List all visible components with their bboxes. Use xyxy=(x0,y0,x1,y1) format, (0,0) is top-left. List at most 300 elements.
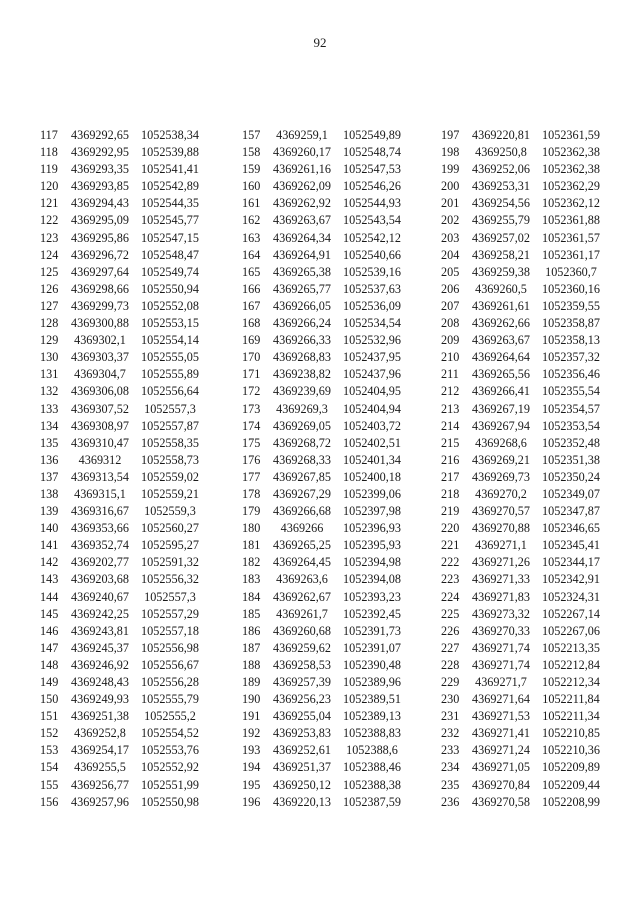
coordinate-row xyxy=(40,674,206,691)
point-number: 230 xyxy=(441,692,460,707)
y-coordinate: 1052351,38 xyxy=(542,452,600,467)
x-coordinate: 4369265,38 xyxy=(273,264,331,279)
point-number: 203 xyxy=(441,230,460,245)
y-coordinate: 1052550,94 xyxy=(141,281,199,296)
y-coordinate: 1052211,84 xyxy=(542,692,600,707)
y-coordinate: 1052557,29 xyxy=(141,606,199,621)
point-number: 121 xyxy=(40,196,59,211)
coordinate-row xyxy=(242,315,408,332)
x-coordinate: 4369268,33 xyxy=(273,452,331,467)
point-number: 125 xyxy=(40,264,59,279)
point-number: 228 xyxy=(441,657,460,672)
x-coordinate: 4369253,31 xyxy=(472,179,530,194)
coordinate-row xyxy=(242,298,408,315)
x-coordinate: 4369202,77 xyxy=(71,555,129,570)
coordinate-row xyxy=(242,418,408,435)
x-coordinate: 4369255,5 xyxy=(74,760,126,775)
y-coordinate: 1052555,89 xyxy=(141,367,199,382)
x-coordinate: 4369266,41 xyxy=(472,384,530,399)
x-coordinate: 4369306,08 xyxy=(71,384,129,399)
coordinate-row xyxy=(441,332,607,349)
x-coordinate: 4369265,25 xyxy=(273,538,331,553)
y-coordinate: 1052555,2 xyxy=(144,709,196,724)
coordinate-row xyxy=(40,195,206,212)
y-coordinate: 1052354,57 xyxy=(542,401,600,416)
point-number: 117 xyxy=(40,128,58,142)
point-number: 235 xyxy=(441,777,460,792)
coordinate-row xyxy=(40,691,206,708)
y-coordinate: 1052559,02 xyxy=(141,469,199,484)
y-coordinate: 1052554,14 xyxy=(141,333,199,348)
coordinate-row xyxy=(40,315,206,332)
y-coordinate: 1052358,13 xyxy=(542,333,600,348)
coordinate-row xyxy=(441,281,607,298)
point-number: 223 xyxy=(441,572,460,587)
y-coordinate: 1052549,74 xyxy=(141,264,199,279)
y-coordinate: 1052558,35 xyxy=(141,435,199,450)
x-coordinate: 4369264,45 xyxy=(273,555,331,570)
point-number: 160 xyxy=(242,179,261,194)
coordinate-row xyxy=(441,247,607,264)
x-coordinate: 4369262,09 xyxy=(273,179,331,194)
coordinate-row xyxy=(441,435,607,452)
coordinate-row xyxy=(441,230,607,247)
coordinate-row xyxy=(242,452,408,469)
y-coordinate: 1052210,36 xyxy=(542,743,600,758)
coordinate-row xyxy=(242,571,408,588)
y-coordinate: 1052553,15 xyxy=(141,316,199,331)
point-number: 207 xyxy=(441,298,460,313)
point-number: 157 xyxy=(242,128,261,142)
point-number: 146 xyxy=(40,623,59,638)
x-coordinate: 4369252,06 xyxy=(472,162,530,177)
x-coordinate: 4369269,3 xyxy=(276,401,328,416)
x-coordinate: 4369268,72 xyxy=(273,435,331,450)
point-number: 216 xyxy=(441,452,460,467)
y-coordinate: 1052361,88 xyxy=(542,213,600,228)
coordinate-row xyxy=(441,452,607,469)
y-coordinate: 1052347,87 xyxy=(542,504,600,519)
y-coordinate: 1052556,28 xyxy=(141,675,199,689)
coordinate-row xyxy=(40,452,206,469)
y-coordinate: 1052547,15 xyxy=(141,230,199,245)
x-coordinate: 4369353,66 xyxy=(71,521,129,536)
x-coordinate: 4369292,95 xyxy=(71,145,129,160)
point-number: 183 xyxy=(242,572,261,587)
coordinate-row xyxy=(242,794,408,811)
point-number: 196 xyxy=(242,794,261,809)
x-coordinate: 4369263,67 xyxy=(273,213,331,228)
x-coordinate: 4369240,67 xyxy=(71,589,129,604)
point-number: 161 xyxy=(242,196,261,211)
coordinate-row xyxy=(242,161,408,178)
x-coordinate: 4369266,24 xyxy=(273,316,331,331)
coordinate-row xyxy=(441,708,607,725)
coordinate-row xyxy=(242,589,408,606)
y-coordinate: 1052403,72 xyxy=(343,418,401,433)
point-number: 234 xyxy=(441,760,460,775)
point-number: 218 xyxy=(441,486,460,501)
coordinate-row xyxy=(441,554,607,571)
coordinate-row xyxy=(40,640,206,657)
x-coordinate: 4369249,93 xyxy=(71,692,129,707)
y-coordinate: 1052553,76 xyxy=(141,743,199,758)
y-coordinate: 1052595,27 xyxy=(141,538,199,553)
point-number: 150 xyxy=(40,692,59,707)
y-coordinate: 1052549,89 xyxy=(343,128,401,142)
x-coordinate: 4369257,96 xyxy=(71,794,129,809)
x-coordinate: 4369264,34 xyxy=(273,230,331,245)
x-coordinate: 4369246,92 xyxy=(71,657,129,672)
coordinate-row xyxy=(242,554,408,571)
y-coordinate: 1052556,98 xyxy=(141,640,199,655)
coordinate-row xyxy=(441,212,607,229)
x-coordinate: 4369300,88 xyxy=(71,316,129,331)
x-coordinate: 4369271,74 xyxy=(472,640,530,655)
x-coordinate: 4369259,1 xyxy=(276,128,328,142)
point-number: 212 xyxy=(441,384,460,399)
x-coordinate: 4369267,19 xyxy=(472,401,530,416)
x-coordinate: 4369308,97 xyxy=(71,418,129,433)
point-number: 177 xyxy=(242,469,261,484)
coordinate-row xyxy=(242,247,408,264)
x-coordinate: 4369295,09 xyxy=(71,213,129,228)
x-coordinate: 4369261,7 xyxy=(276,606,328,621)
coordinate-row xyxy=(441,349,607,366)
y-coordinate: 1052404,95 xyxy=(343,384,401,399)
y-coordinate: 1052548,74 xyxy=(343,145,401,160)
point-number: 129 xyxy=(40,333,59,348)
point-number: 202 xyxy=(441,213,460,228)
coordinate-row xyxy=(242,401,408,418)
y-coordinate: 1052556,64 xyxy=(141,384,199,399)
x-coordinate: 4369251,38 xyxy=(71,709,129,724)
coordinate-row xyxy=(242,127,408,144)
y-coordinate: 1052537,63 xyxy=(343,281,401,296)
x-coordinate: 4369268,6 xyxy=(475,435,527,450)
x-coordinate: 4369258,21 xyxy=(472,247,530,262)
coordinate-row xyxy=(242,503,408,520)
x-coordinate: 4369270,84 xyxy=(472,777,530,792)
y-coordinate: 1052555,79 xyxy=(141,692,199,707)
x-coordinate: 4369262,67 xyxy=(273,589,331,604)
coordinate-row xyxy=(40,503,206,520)
coordinate-row xyxy=(242,435,408,452)
x-coordinate: 4369257,02 xyxy=(472,230,530,245)
point-number: 172 xyxy=(242,384,261,399)
x-coordinate: 4369293,35 xyxy=(71,162,129,177)
x-coordinate: 4369270,88 xyxy=(472,521,530,536)
y-coordinate: 1052556,32 xyxy=(141,572,199,587)
x-coordinate: 4369292,65 xyxy=(71,128,129,142)
x-coordinate: 4369271,24 xyxy=(472,743,530,758)
coordinate-row xyxy=(242,230,408,247)
x-coordinate: 4369239,69 xyxy=(273,384,331,399)
y-coordinate: 1052394,98 xyxy=(343,555,401,570)
y-coordinate: 1052542,12 xyxy=(343,230,401,245)
x-coordinate: 4369250,8 xyxy=(475,145,527,160)
point-number: 220 xyxy=(441,521,460,536)
x-coordinate: 4369270,2 xyxy=(475,486,527,501)
x-coordinate: 4369265,56 xyxy=(472,367,530,382)
x-coordinate: 4369250,12 xyxy=(273,777,331,792)
x-coordinate: 4369261,16 xyxy=(273,162,331,177)
x-coordinate: 4369259,38 xyxy=(472,264,530,279)
coordinate-row xyxy=(242,606,408,623)
coordinate-row xyxy=(242,178,408,195)
y-coordinate: 1052542,89 xyxy=(141,179,199,194)
x-coordinate: 4369252,61 xyxy=(273,743,331,758)
point-number: 236 xyxy=(441,794,460,809)
x-coordinate: 4369262,92 xyxy=(273,196,331,211)
point-number: 213 xyxy=(441,401,460,416)
y-coordinate: 1052538,34 xyxy=(141,128,199,142)
coordinate-row xyxy=(441,537,607,554)
coordinate-row xyxy=(40,230,206,247)
coordinate-row xyxy=(40,520,206,537)
coordinate-row xyxy=(242,623,408,640)
coordinate-row xyxy=(441,640,607,657)
point-number: 214 xyxy=(441,418,460,433)
coordinate-row xyxy=(242,144,408,161)
y-coordinate: 1052388,6 xyxy=(346,743,398,758)
x-coordinate: 4369297,64 xyxy=(71,264,129,279)
coordinate-row xyxy=(441,589,607,606)
x-coordinate: 4369268,83 xyxy=(273,350,331,365)
coordinate-row xyxy=(40,571,206,588)
coordinate-row xyxy=(242,708,408,725)
y-coordinate: 1052394,08 xyxy=(343,572,401,587)
y-coordinate: 1052544,35 xyxy=(141,196,199,211)
point-number: 169 xyxy=(242,333,261,348)
point-number: 151 xyxy=(40,709,59,724)
point-number: 138 xyxy=(40,486,59,501)
point-number: 200 xyxy=(441,179,460,194)
y-coordinate: 1052558,73 xyxy=(141,452,199,467)
coordinate-row xyxy=(441,503,607,520)
x-coordinate: 4369294,43 xyxy=(71,196,129,211)
x-coordinate: 4369298,66 xyxy=(71,281,129,296)
x-coordinate: 4369313,54 xyxy=(71,469,129,484)
y-coordinate: 1052536,09 xyxy=(343,298,401,313)
y-coordinate: 1052393,23 xyxy=(343,589,401,604)
point-number: 176 xyxy=(242,452,261,467)
y-coordinate: 1052552,92 xyxy=(141,760,199,775)
point-number: 182 xyxy=(242,555,261,570)
point-number: 158 xyxy=(242,145,261,160)
coordinate-row xyxy=(441,383,607,400)
coordinate-row xyxy=(40,742,206,759)
y-coordinate: 1052543,54 xyxy=(343,213,401,228)
y-coordinate: 1052346,65 xyxy=(542,521,600,536)
y-coordinate: 1052387,59 xyxy=(343,794,401,809)
coordinate-row xyxy=(242,195,408,212)
point-number: 179 xyxy=(242,504,261,519)
coordinate-row xyxy=(40,435,206,452)
point-number: 119 xyxy=(40,162,58,177)
y-coordinate: 1052551,99 xyxy=(141,777,199,792)
y-coordinate: 1052541,41 xyxy=(141,162,199,177)
coordinate-row xyxy=(441,127,607,144)
point-number: 189 xyxy=(242,675,261,689)
coordinate-row xyxy=(40,264,206,281)
coordinate-row xyxy=(40,127,206,144)
x-coordinate: 4369262,66 xyxy=(472,316,530,331)
point-number: 198 xyxy=(441,145,460,160)
coordinate-row xyxy=(242,349,408,366)
point-number: 187 xyxy=(242,640,261,655)
y-coordinate: 1052389,51 xyxy=(343,692,401,707)
coordinate-row xyxy=(40,418,206,435)
coordinate-row xyxy=(242,469,408,486)
x-coordinate: 4369295,86 xyxy=(71,230,129,245)
x-coordinate: 4369263,6 xyxy=(276,572,328,587)
point-number: 231 xyxy=(441,709,460,724)
coordinate-row xyxy=(441,161,607,178)
x-coordinate: 4369293,85 xyxy=(71,179,129,194)
y-coordinate: 1052540,66 xyxy=(343,247,401,262)
x-coordinate: 4369260,68 xyxy=(273,623,331,638)
y-coordinate: 1052401,34 xyxy=(343,452,401,467)
x-coordinate: 4369302,1 xyxy=(74,333,126,348)
coordinate-row xyxy=(40,401,206,418)
coordinate-row xyxy=(441,178,607,195)
point-number: 159 xyxy=(242,162,261,177)
x-coordinate: 4369271,64 xyxy=(472,692,530,707)
x-coordinate: 4369264,64 xyxy=(472,350,530,365)
y-coordinate: 1052545,77 xyxy=(141,213,199,228)
x-coordinate: 4369269,05 xyxy=(273,418,331,433)
x-coordinate: 4369252,8 xyxy=(74,726,126,741)
coordinate-row xyxy=(242,537,408,554)
point-number: 145 xyxy=(40,606,59,621)
point-number: 201 xyxy=(441,196,460,211)
y-coordinate: 1052554,52 xyxy=(141,726,199,741)
coordinate-row xyxy=(40,349,206,366)
y-coordinate: 1052532,96 xyxy=(343,333,401,348)
y-coordinate: 1052539,16 xyxy=(343,264,401,279)
coordinate-row xyxy=(242,366,408,383)
x-coordinate: 4369271,53 xyxy=(472,709,530,724)
y-coordinate: 1052267,14 xyxy=(542,606,600,621)
y-coordinate: 1052356,46 xyxy=(542,367,600,382)
y-coordinate: 1052362,38 xyxy=(542,162,600,177)
point-number: 215 xyxy=(441,435,460,450)
x-coordinate: 4369271,26 xyxy=(472,555,530,570)
x-coordinate: 4369271,83 xyxy=(472,589,530,604)
point-number: 192 xyxy=(242,726,261,741)
x-coordinate: 4369258,53 xyxy=(273,657,331,672)
coordinate-row xyxy=(242,281,408,298)
point-number: 168 xyxy=(242,316,261,331)
coordinate-row xyxy=(40,657,206,674)
x-coordinate: 4369304,7 xyxy=(74,367,126,382)
x-coordinate: 4369269,21 xyxy=(472,452,530,467)
x-coordinate: 4369270,33 xyxy=(472,623,530,638)
point-number: 191 xyxy=(242,709,261,724)
coordinate-row xyxy=(40,281,206,298)
x-coordinate: 4369303,37 xyxy=(71,350,129,365)
coordinate-row xyxy=(40,383,206,400)
y-coordinate: 1052362,12 xyxy=(542,196,600,211)
y-coordinate: 1052552,08 xyxy=(141,298,199,313)
point-number: 131 xyxy=(40,367,59,382)
x-coordinate: 4369267,85 xyxy=(273,469,331,484)
point-number: 137 xyxy=(40,469,59,484)
x-coordinate: 4369256,77 xyxy=(71,777,129,792)
x-coordinate: 4369271,1 xyxy=(475,538,527,553)
point-number: 128 xyxy=(40,316,59,331)
point-number: 208 xyxy=(441,316,460,331)
x-coordinate: 4369267,94 xyxy=(472,418,530,433)
x-coordinate: 4369316,67 xyxy=(71,504,129,519)
x-coordinate: 4369255,04 xyxy=(273,709,331,724)
y-coordinate: 1052355,54 xyxy=(542,384,600,399)
point-number: 180 xyxy=(242,521,261,536)
y-coordinate: 1052350,24 xyxy=(542,469,600,484)
point-number: 190 xyxy=(242,692,261,707)
coordinate-row xyxy=(441,742,607,759)
point-number: 233 xyxy=(441,743,460,758)
point-number: 127 xyxy=(40,298,59,313)
coordinate-row xyxy=(40,554,206,571)
point-number: 188 xyxy=(242,657,261,672)
point-number: 199 xyxy=(441,162,460,177)
y-coordinate: 1052345,41 xyxy=(542,538,600,553)
x-coordinate: 4369242,25 xyxy=(71,606,129,621)
point-number: 153 xyxy=(40,743,59,758)
coordinate-row xyxy=(242,742,408,759)
coordinate-row xyxy=(441,657,607,674)
y-coordinate: 1052352,48 xyxy=(542,435,600,450)
point-number: 126 xyxy=(40,281,59,296)
coordinate-row xyxy=(40,777,206,794)
point-number: 195 xyxy=(242,777,261,792)
coordinate-row xyxy=(441,315,607,332)
point-number: 204 xyxy=(441,247,460,262)
y-coordinate: 1052402,51 xyxy=(343,435,401,450)
coordinate-row xyxy=(242,640,408,657)
coordinate-row xyxy=(441,674,607,691)
coordinate-row xyxy=(40,212,206,229)
x-coordinate: 4369270,57 xyxy=(472,504,530,519)
x-coordinate: 4369259,62 xyxy=(273,640,331,655)
x-coordinate: 4369256,23 xyxy=(273,692,331,707)
x-coordinate: 4369270,58 xyxy=(472,794,530,809)
y-coordinate: 1052399,06 xyxy=(343,486,401,501)
x-coordinate: 4369220,81 xyxy=(472,128,530,142)
y-coordinate: 1052397,98 xyxy=(343,504,401,519)
coordinate-row xyxy=(441,195,607,212)
y-coordinate: 1052212,34 xyxy=(542,675,600,689)
coordinate-row xyxy=(242,777,408,794)
point-number: 154 xyxy=(40,760,59,775)
y-coordinate: 1052557,87 xyxy=(141,418,199,433)
point-number: 124 xyxy=(40,247,59,262)
y-coordinate: 1052388,46 xyxy=(343,760,401,775)
point-number: 222 xyxy=(441,555,460,570)
x-coordinate: 4369271,7 xyxy=(475,675,527,689)
point-number: 144 xyxy=(40,589,59,604)
x-coordinate: 4369255,79 xyxy=(472,213,530,228)
point-number: 133 xyxy=(40,401,59,416)
coordinate-row xyxy=(242,674,408,691)
y-coordinate: 1052400,18 xyxy=(343,469,401,484)
point-number: 149 xyxy=(40,675,59,689)
y-coordinate: 1052404,94 xyxy=(343,401,401,416)
coordinate-row xyxy=(40,178,206,195)
coordinate-row xyxy=(40,298,206,315)
